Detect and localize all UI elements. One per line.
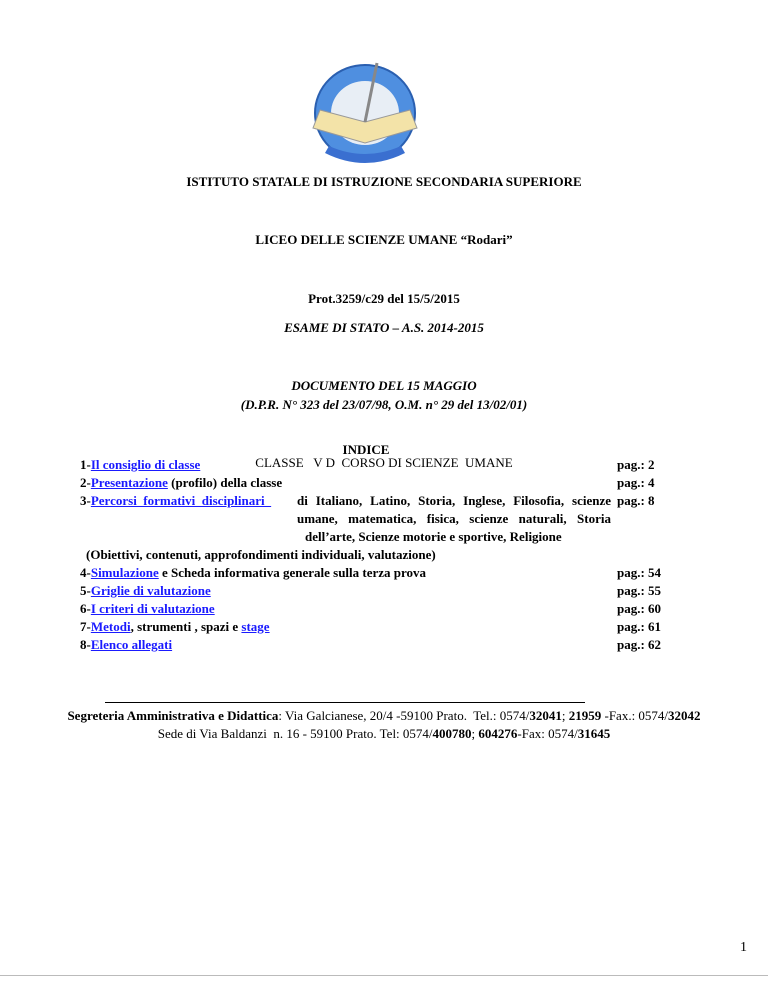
page-number: 1 — [740, 940, 747, 955]
protocol: Prot.3259/c29 del 15/5/2015 — [308, 291, 460, 306]
index-title: INDICE — [342, 442, 390, 457]
footer-line-2 — [0, 726, 768, 742]
t: -Fax.: 0574/ — [601, 708, 669, 723]
index-item — [80, 619, 270, 635]
item-number: 2- — [80, 475, 91, 490]
index-item — [80, 565, 426, 581]
page-ref: pag.: 60 — [617, 601, 662, 616]
index-link[interactable]: Presentazione — [90, 475, 168, 490]
item3-note: (Obiettivi, contenuti, approfondimenti individuali, valutazione) — [86, 547, 436, 562]
institute-name: ISTITUTO STATALE DI ISTRUZIONE SECONDARIA SUPERIORE — [186, 174, 582, 189]
t: 604276 — [478, 726, 518, 741]
index-item — [80, 475, 282, 491]
t: Sede di Via Baldanzi n. 16 - 59100 Prato. Tel: 0574/ — [157, 726, 433, 741]
item-text: (profilo) della classe — [167, 475, 283, 490]
page-ref: pag.: 62 — [617, 637, 662, 652]
item-text: , strumenti , spazi e — [130, 619, 242, 634]
item-number: 7- — [80, 619, 91, 634]
page-ref: pag.: 54 — [617, 565, 662, 580]
item3-description: di Italiano, Latino, Storia, Inglese, Filosofia, scienze umane, matematica, fisica, scienze naturali, Storia — [297, 493, 611, 526]
page-bottom-border — [0, 975, 768, 976]
class-info: CLASSE V D CORSO DI SCIENZE UMANE — [255, 455, 513, 470]
liceo-name: LICEO DELLE SCIENZE UMANE “Rodari” — [255, 232, 513, 247]
index-link[interactable]: Metodi — [90, 619, 131, 634]
index-item — [80, 457, 200, 473]
index-link-stage[interactable]: stage — [241, 619, 270, 634]
item3-description-end: dell’arte, Scienze motorie e sportive, Religione — [305, 529, 562, 544]
index-link[interactable]: Simulazione — [90, 565, 159, 580]
page-ref: pag.: 4 — [617, 475, 655, 490]
t: : Via Galcianese, 20/4 -59100 Prato. Tel.: 0574/ — [278, 708, 530, 723]
footer-divider — [105, 702, 585, 703]
page-ref: pag.: 61 — [617, 619, 662, 634]
item-number: 8- — [80, 637, 91, 652]
exam-title: ESAME DI STATO – A.S. 2014-2015 — [284, 320, 484, 335]
t: 32042 — [668, 708, 701, 723]
t: ; — [471, 726, 479, 741]
index-link[interactable]: Percorsi formativi disciplinari — [90, 493, 272, 508]
footer-line-1 — [0, 708, 768, 724]
t: 32041 — [529, 708, 562, 723]
index-item — [80, 601, 215, 617]
index-item — [80, 583, 211, 599]
item-number: 3- — [80, 493, 91, 508]
school-logo — [305, 58, 425, 173]
document-title: DOCUMENTO DEL 15 MAGGIO — [291, 378, 477, 393]
item-number: 4- — [80, 565, 91, 580]
footer-label: Segreteria Amministrativa e Didattica — [67, 708, 279, 723]
index-item — [80, 637, 172, 653]
t: 31645 — [577, 726, 611, 741]
t: ; — [561, 708, 569, 723]
index-link[interactable]: I criteri di valutazione — [90, 601, 215, 616]
item-text: e Scheda informativa generale sulla terza prova — [158, 565, 427, 580]
page-ref: pag.: 55 — [617, 583, 662, 598]
item-number: 5- — [80, 583, 91, 598]
page-ref: pag.: 8 — [617, 493, 655, 508]
item-number: 6- — [80, 601, 91, 616]
t: 400780 — [432, 726, 472, 741]
page-ref: pag.: 2 — [617, 457, 655, 472]
dpr-reference: (D.P.R. N° 323 del 23/07/98, O.M. n° 29 del 13/02/01) — [240, 397, 528, 412]
index-link[interactable]: Elenco allegati — [90, 637, 173, 652]
t: 21959 — [568, 708, 602, 723]
index-item — [80, 493, 271, 509]
index-link[interactable]: Griglie di valutazione — [90, 583, 211, 598]
item-number: 1- — [80, 457, 91, 472]
t: -Fax: 0574/ — [517, 726, 578, 741]
index-link[interactable]: Il consiglio di classe — [90, 457, 201, 472]
